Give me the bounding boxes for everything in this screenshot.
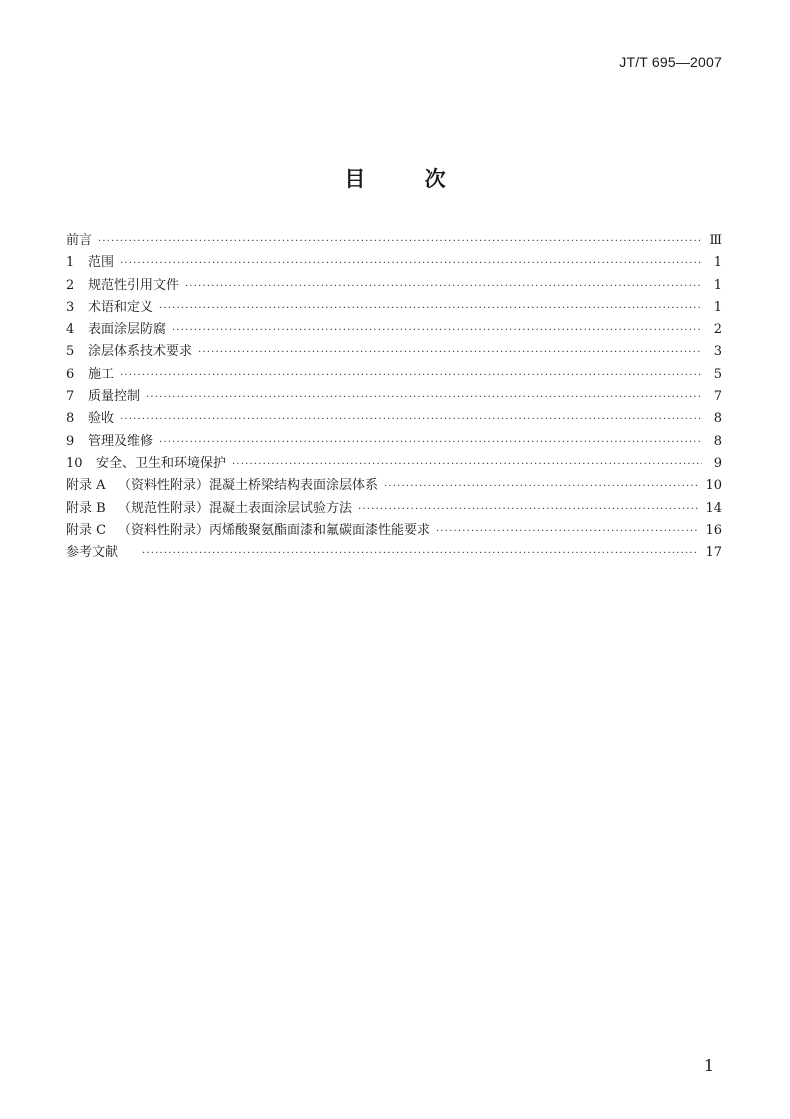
document-code: JT/T 695—2007 (619, 54, 722, 70)
toc-entry-label[interactable]: 规范性引用文件 (88, 277, 180, 293)
toc-entry-label[interactable]: 施工 (88, 366, 115, 382)
dot-leader (232, 454, 702, 476)
toc-entry-label[interactable]: 参考文献 (66, 545, 119, 561)
toc-entry-number: 8 (66, 411, 75, 427)
toc-entry-9[interactable] (66, 431, 722, 453)
dot-leader (146, 387, 702, 409)
dot-leader (120, 409, 702, 431)
toc-entry-page: 1 (713, 299, 722, 315)
toc-entry-1[interactable] (66, 252, 722, 274)
toc-entry-page: 7 (713, 389, 722, 405)
toc-entry-preface[interactable] (66, 230, 722, 252)
table-of-contents (66, 230, 722, 564)
toc-entry-label[interactable]: 术语和定义 (88, 299, 154, 315)
toc-entry-4[interactable] (66, 319, 722, 341)
toc-entry-label[interactable]: 质量控制 (88, 389, 141, 405)
toc-entry-number: 附录 C (66, 522, 107, 538)
title-char-2: 次 (424, 167, 446, 191)
toc-entry-page: 14 (705, 500, 722, 516)
toc-entry-number: 附录 A (66, 478, 106, 494)
toc-entry-number: 10 (66, 455, 83, 471)
toc-entry-number: 1 (66, 255, 75, 271)
toc-entry-5[interactable] (66, 341, 722, 363)
toc-entry-appendix-c[interactable] (66, 520, 722, 542)
toc-entry-2[interactable] (66, 275, 722, 297)
toc-entry-page: 3 (713, 344, 722, 360)
toc-entry-number: 5 (66, 344, 75, 360)
toc-entry-6[interactable] (66, 364, 722, 386)
toc-entry-number: 2 (66, 277, 75, 293)
toc-entry-label[interactable]: 表面涂层防腐 (88, 322, 167, 338)
toc-entry-number: 9 (66, 433, 75, 449)
toc-entry-label[interactable]: （规范性附录）混凝土表面涂层试验方法 (118, 500, 353, 516)
toc-entry-page: Ⅲ (709, 233, 722, 248)
toc-entry-page: 17 (705, 545, 722, 561)
dot-leader (159, 432, 702, 454)
toc-entry-label[interactable]: 验收 (88, 411, 115, 427)
dot-leader (384, 476, 699, 498)
toc-entry-page: 5 (713, 366, 722, 382)
toc-entry-number: 3 (66, 299, 75, 315)
toc-entry-label[interactable]: （资料性附录）丙烯酸聚氨酯面漆和氟碳面漆性能要求 (118, 522, 431, 538)
page-title (0, 163, 790, 193)
dot-leader (120, 253, 702, 275)
toc-entry-label[interactable]: 管理及维修 (88, 433, 154, 449)
toc-entry-appendix-b[interactable] (66, 498, 722, 520)
toc-entry-7[interactable] (66, 386, 722, 408)
page-number: 1 (703, 1056, 714, 1075)
toc-entry-page: 8 (713, 433, 722, 449)
dot-leader (120, 365, 702, 387)
toc-entry-number: 6 (66, 366, 75, 382)
dot-leader (198, 342, 702, 364)
toc-entry-appendix-a[interactable] (66, 475, 722, 497)
toc-entry-label[interactable]: 范围 (88, 255, 115, 271)
dot-leader (358, 499, 699, 521)
toc-entry-page: 2 (713, 322, 722, 338)
toc-entry-label[interactable]: 前言 (66, 233, 93, 248)
toc-entry-page: 9 (713, 455, 722, 471)
toc-entry-page: 1 (713, 255, 722, 271)
dot-leader (159, 298, 702, 320)
toc-entry-number: 4 (66, 322, 75, 338)
toc-entry-page: 16 (705, 522, 722, 538)
toc-entry-number: 7 (66, 389, 75, 405)
toc-entry-label[interactable]: 涂层体系技术要求 (88, 344, 193, 360)
toc-entry-3[interactable] (66, 297, 722, 319)
toc-entry-number: 附录 B (66, 500, 106, 516)
toc-entry-page: 1 (713, 277, 722, 293)
toc-entry-label[interactable]: （资料性附录）混凝土桥梁结构表面涂层体系 (118, 478, 379, 494)
toc-entry-10[interactable] (66, 453, 722, 475)
title-char-1: 目 (344, 167, 366, 191)
dot-leader (172, 320, 702, 342)
dot-leader (142, 543, 699, 565)
toc-entry-page: 8 (713, 411, 722, 427)
dot-leader (436, 521, 699, 543)
toc-entry-references[interactable] (66, 542, 722, 564)
dot-leader (98, 231, 702, 253)
toc-entry-8[interactable] (66, 408, 722, 430)
toc-entry-label[interactable]: 安全、卫生和环境保护 (96, 455, 227, 471)
dot-leader (185, 276, 702, 298)
toc-entry-page: 10 (705, 478, 722, 494)
